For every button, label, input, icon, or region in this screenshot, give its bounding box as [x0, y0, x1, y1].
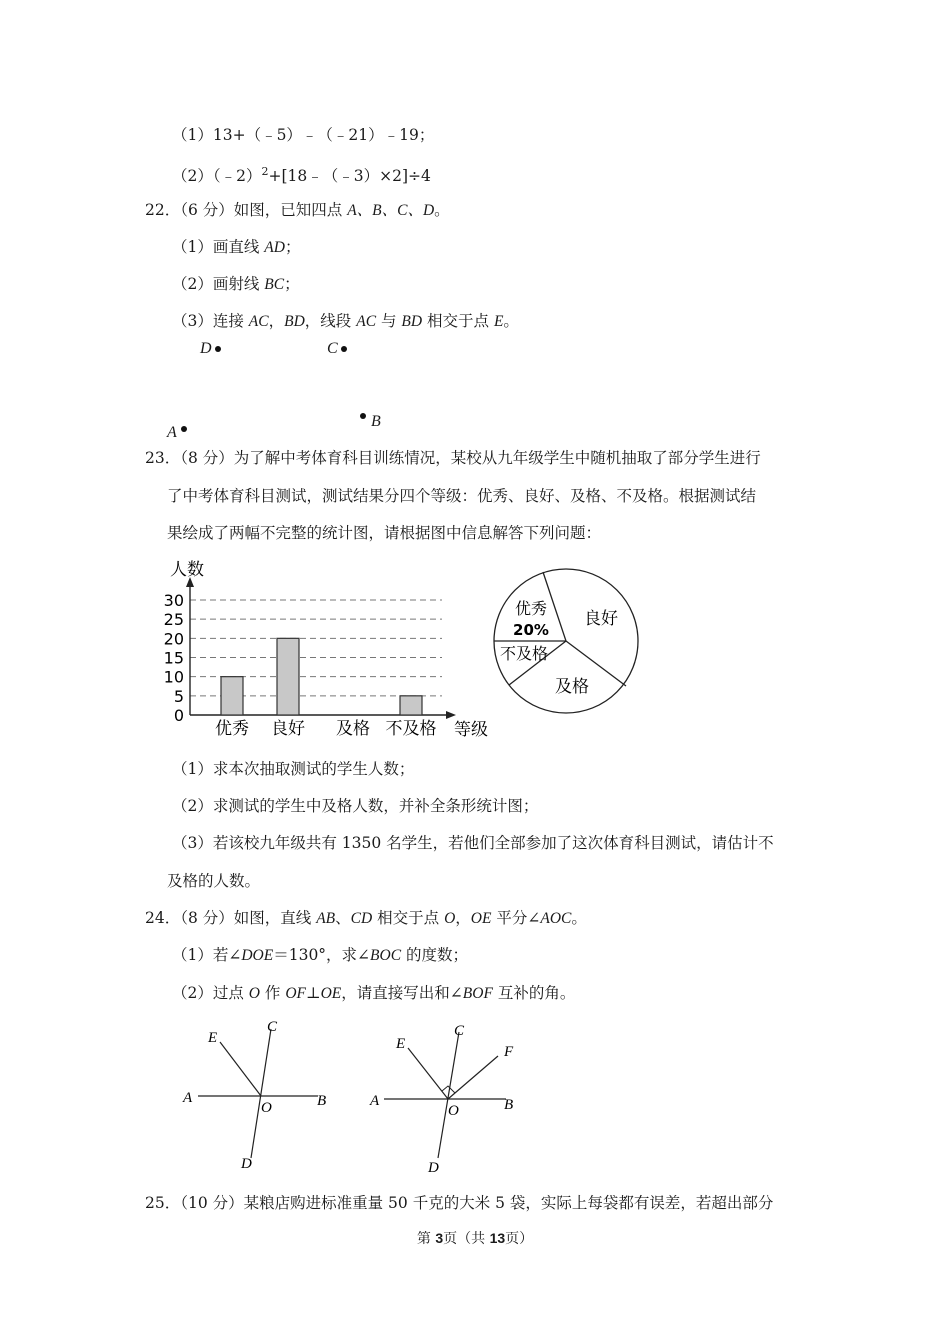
q24-sub-2-e: ⊥ — [306, 984, 321, 1002]
q24-sub-2-h: BOF — [462, 985, 493, 1002]
q22-stem-pre: 22．（6 分）如图，已知四点 — [145, 201, 348, 219]
q22-sub-3-c: ， — [268, 312, 285, 330]
pie-value-excellent: 20% — [513, 621, 549, 639]
bar-1 — [277, 638, 299, 715]
fig1-label-c: C — [267, 1019, 278, 1035]
q24-stem-i: 平分∠ — [491, 909, 541, 927]
q23-stem-line-2-text: 了中考体育科目测试，测试结果分四个等级：优秀、良好、及格、不及格。根据测试结 — [167, 487, 757, 505]
bar-x-axis-arrow — [446, 711, 456, 719]
q22-sub-3-a: （3）连接 — [172, 312, 249, 330]
bar-ytick-5: 5 — [173, 686, 184, 706]
fig1-line-cd — [251, 1029, 271, 1158]
q24-stem-k: 。 — [571, 909, 587, 927]
q24-sub-1-a: （1）若∠ — [172, 946, 242, 964]
q24-sub-1-b: DOE — [241, 947, 274, 964]
q22-sub-2-post: ； — [284, 275, 300, 293]
q24-stem-e: 相交于点 — [372, 909, 445, 927]
fig2-label-b: B — [504, 1097, 514, 1113]
pie-label-excellent: 优秀 — [514, 599, 548, 618]
bar-ytick-0: 0 — [173, 706, 184, 725]
q23-sub-3a-text: （3）若该校九年级共有 1350 名学生，若他们全部参加了这次体育科目测试，请估计不 — [172, 834, 774, 852]
bar-y-axis-label: 人数 — [170, 560, 204, 580]
q22-sub-3-e: ，线段 — [304, 312, 357, 330]
q22-sub-3-b: AC — [248, 313, 269, 330]
bar-ytick-25: 25 — [163, 610, 184, 630]
q23-stem-line-1 — [145, 448, 761, 468]
fig1-label-o: O — [261, 1100, 272, 1116]
point-b-dot — [360, 413, 366, 419]
point-a-dot — [181, 426, 187, 432]
q24-sub-2-a: （2）过点 — [172, 984, 249, 1002]
fig1-ray-oe — [220, 1042, 261, 1096]
q22-sub-3-j: E — [493, 313, 504, 330]
q23-stem-line-3 — [167, 523, 601, 543]
q24-stem-b: AB — [316, 910, 336, 927]
q23-sub-3b-text: 及格的人数。 — [167, 872, 261, 890]
q22-sub-1-post: ； — [284, 238, 301, 256]
q25-stem — [145, 1193, 773, 1213]
fig1-label-b: B — [317, 1093, 327, 1109]
bar-xtick-3: 不及格 — [385, 719, 437, 739]
q22-sub-3-d: BD — [284, 313, 305, 330]
q22-sub-2-ray: BC — [264, 276, 285, 293]
fig1-label-d: D — [241, 1156, 252, 1172]
point-a-label: A — [167, 424, 177, 441]
q24-stem-c: 、 — [335, 909, 351, 927]
q21-item-1-text: （1）13+（﹣5）﹣（﹣21）﹣19； — [172, 126, 435, 144]
q21-item-2-post: +[18﹣（﹣3）×2]÷4 — [268, 167, 431, 186]
q22-sub-3-h: BD — [401, 313, 423, 330]
point-c-dot — [341, 346, 347, 352]
q22-sub-3 — [172, 311, 519, 332]
q24-stem — [145, 908, 587, 929]
q22-sub-2-pre: （2）画射线 — [172, 275, 265, 293]
bar-ytick-30: 30 — [163, 591, 184, 610]
q24-sub-2-c: 作 — [260, 984, 286, 1002]
q23-sub-2 — [172, 796, 538, 816]
fig1-label-e: E — [208, 1030, 218, 1046]
q22-sub-1-pre: （1）画直线 — [172, 238, 265, 256]
footer-page-number: 3 — [435, 1230, 444, 1246]
fig2-label-o: O — [448, 1103, 459, 1119]
footer-post: 页） — [505, 1231, 534, 1247]
footer-pre: 第 — [416, 1231, 436, 1247]
q24-sub-2-b: O — [248, 985, 260, 1002]
bar-xtick-1: 良好 — [271, 719, 305, 739]
q24-stem-h: OE — [470, 910, 492, 927]
q23-stem-line-2 — [167, 486, 756, 506]
q22-stem-post: 。 — [434, 201, 450, 219]
pie-chart — [493, 568, 653, 728]
pie-label-good: 良好 — [584, 609, 618, 629]
q22-stem — [145, 200, 450, 221]
point-d-label: D — [200, 340, 212, 357]
footer-total-pages: 13 — [489, 1230, 506, 1246]
q22-sub-1 — [172, 237, 300, 258]
bar-ytick-20: 20 — [163, 629, 184, 649]
q23-sub-3b — [167, 871, 260, 891]
page-footer — [0, 1228, 950, 1248]
angle-figure-2 — [366, 1018, 566, 1183]
fig2-label-e: E — [396, 1036, 406, 1052]
q24-sub-1-e: 的度数； — [401, 946, 468, 964]
q22-sub-3-i: 相交于点 — [422, 312, 494, 330]
fig2-line-cd — [438, 1032, 459, 1158]
q23-sub-1-text: （1）求本次抽取测试的学生人数； — [172, 760, 415, 778]
fig2-ray-of — [448, 1056, 498, 1099]
q22-stem-points: A、B、C、D — [347, 202, 435, 219]
fig2-ray-oe — [408, 1048, 448, 1099]
q24-sub-2-d: OF — [285, 985, 307, 1002]
point-b-label: B — [371, 413, 381, 430]
angle-figure-1 — [178, 1015, 358, 1175]
point-c-label: C — [327, 340, 338, 357]
q24-stem-j: AOC — [540, 910, 572, 927]
q21-item-1 — [172, 125, 434, 145]
q22-sub-2 — [172, 274, 300, 295]
q23-stem-line-3-text: 果绘成了两幅不完整的统计图，请根据图中信息解答下列问题： — [167, 524, 602, 542]
footer-mid: 页（共 — [443, 1231, 490, 1247]
q23-sub-1 — [172, 759, 414, 779]
bar-3 — [400, 696, 422, 715]
q24-stem-a: 24．（8 分）如图，直线 — [145, 909, 317, 927]
q22-sub-3-g: 与 — [376, 312, 402, 330]
fig2-label-f: F — [504, 1044, 514, 1060]
bar-x-axis-label: 等级 — [454, 720, 488, 740]
fig2-label-a: A — [370, 1093, 380, 1109]
point-d-dot — [215, 346, 221, 352]
bar-ytick-10: 10 — [163, 667, 184, 687]
q21-item-2 — [172, 162, 431, 186]
q24-sub-2 — [172, 983, 575, 1004]
q21-item-2-exp: 2 — [261, 165, 269, 178]
q24-stem-g: ， — [455, 909, 471, 927]
q22-sub-3-k: 。 — [503, 312, 519, 330]
bar-chart — [160, 555, 500, 745]
q23-sub-2-text: （2）求测试的学生中及格人数，并补全条形统计图； — [172, 797, 539, 815]
q25-stem-text: 25．（10 分）某粮店购进标准重量 50 千克的大米 5 袋，实际上每袋都有误差，若超出部分 — [145, 1194, 774, 1212]
bar-ytick-15: 15 — [163, 648, 184, 668]
bar-xtick-2: 及格 — [336, 719, 370, 739]
q24-sub-1 — [172, 945, 468, 966]
q24-sub-2-f: OE — [320, 985, 342, 1002]
q22-sub-3-f: AC — [356, 313, 377, 330]
q24-stem-f: O — [444, 910, 456, 927]
q23-stem-line-1-text: 23．（8 分）为了解中考体育科目训练情况，某校从九年级学生中随机抽取了部分学生进行 — [145, 449, 761, 467]
bar-xtick-0: 优秀 — [215, 719, 249, 739]
fig1-label-a: A — [183, 1090, 193, 1106]
q22-sub-1-line: AD — [264, 239, 285, 256]
q24-sub-2-i: 互补的角。 — [492, 984, 576, 1002]
bar-0 — [221, 677, 243, 715]
fig2-label-d: D — [428, 1160, 439, 1176]
q24-sub-2-g: ，请直接写出和∠ — [341, 984, 463, 1002]
q23-sub-3a — [172, 833, 774, 853]
pie-label-fail: 不及格 — [499, 644, 549, 663]
q24-sub-1-c: ＝130°，求∠ — [273, 946, 371, 964]
q21-item-2-pre: （2）（﹣2） — [172, 167, 262, 186]
fig2-label-c: C — [454, 1023, 465, 1039]
pie-label-pass: 及格 — [555, 677, 589, 697]
q24-stem-d: CD — [350, 910, 373, 927]
q24-sub-1-d: BOC — [370, 947, 402, 964]
